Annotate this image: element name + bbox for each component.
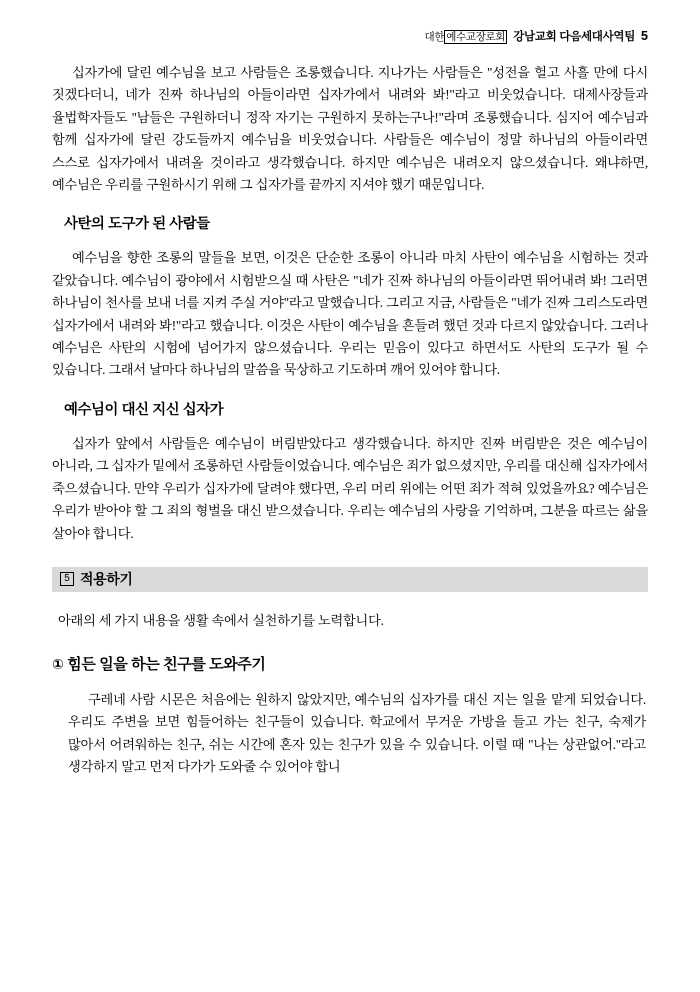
application-item-1-text: 구레네 사람 시몬은 처음에는 원하지 않았지만, 예수님의 십자가를 대신 지는 일을 맡게 되었습니다. 우리도 주변을 보면 힘들어하는 친구들이 있습니다. 학교에서 무거운 가방을 들고 가는 친구, 숙제가 많아서 어려워하는 친구, 쉬는 시간에 혼자 있는 친구가 있을 수 있습니다. 이럴 때 "나는 상관없어."라고 생각하지 말고 먼저 다가가 도와줄 수 있어야 합니 xyxy=(68,691,646,775)
denomination-mark: 예수교장로회 xyxy=(446,31,506,43)
denomination-label xyxy=(425,29,508,44)
paragraph-2: 예수님을 향한 조롱의 말들을 보면, 이것은 단순한 조롱이 아니라 마치 사탄이 예수님을 시험하는 것과 같았습니다. 예수님이 광야에서 시험받으실 때 사탄은 "네가 진짜 하나님의 아들이라면 뛰어내려 봐! 그러면 하나님이 천사를 보내 너를 지켜 주실 거야"라고 말했습니다. 그리고 지금, 사람들은 "네가 진짜 그리스도라면 십자가에서 내려와 봐!"라고 했습니다. 이것은 사탄이 예수님을 흔들려 했던 것과 다르지 않았습니다. 그러나 예수님은 사탄의 시험에 넘어가지 않으셨습니다. 우리는 믿음이 있다고 하면서도 사탄의 도구가 될 수 있습니다. 그래서 날마다 하나님의 말씀을 묵상하고 기도하며 깨어 있어야 합니다. xyxy=(52,250,648,378)
application-item-1-title xyxy=(52,654,648,676)
item-number-circle-1: ① xyxy=(52,656,64,673)
spacer xyxy=(52,592,648,610)
denomination-prefix: 대한 xyxy=(424,31,445,43)
paragraph-1: 십자가에 달린 예수님을 보고 사람들은 조롱했습니다. 지나가는 사람들은 "성전을 헐고 사흘 만에 다시 짓겠다더니, 네가 진짜 하나님의 아들이라면 십자가에서 내려와 봐!"라고 비웃었습니다. 대제사장들과 율법학자들도 "남들은 구원하더니 정작 자기는 구원하지 못하는구나!"라며 조롱했습니다. 심지어 예수님과 함께 십자가에 달린 강도들까지 예수님을 비웃었습니다. 사람들은 예수님이 정말 하나님의 아들이라면 스스로 십자가에서 내려올 것이라고 생각했습니다. 하지만 예수님은 내려오지 않으셨습니다. 왜냐하면, 예수님은 우리를 구원하시기 위해 그 십자가를 끝까지 지셔야 했기 때문입니다. xyxy=(52,65,648,193)
section-number: 5 xyxy=(60,572,74,586)
spacer xyxy=(52,676,648,689)
subheading-cross-instead: 예수님이 대신 지신 십자가 xyxy=(64,401,224,418)
spacer xyxy=(52,545,648,567)
spacer xyxy=(52,234,648,247)
paragraph-3: 십자가 앞에서 사람들은 예수님이 버림받았다고 생각했습니다. 하지만 진짜 버림받은 것은 예수님이 아니라, 그 십자가 밑에서 조롱하던 사람들이었습니다. 예수님은 죄가 없으셨지만, 우리를 대신해 십자가에서 죽으셨습니다. 만약 우리가 십자가에 달려야 했다면, 우리 머리 위에는 어떤 죄가 적혀 있었을까요? 예수님은 우리가 받아야 할 그 죄의 형벌을 대신 받으셨습니다. 우리는 예수님의 사랑을 기억하며, 그분을 따르는 삶을 살아야 합니다. xyxy=(52,435,648,541)
page-header xyxy=(52,28,648,48)
page-number: 5 xyxy=(641,29,648,43)
section-label: 적용하기 xyxy=(80,571,133,588)
spacer xyxy=(52,632,648,654)
section-header-application xyxy=(52,567,648,592)
section-lead-text: 아래의 세 가지 내용을 생활 속에서 실천하기를 노력합니다. xyxy=(58,612,384,628)
church-team-label: 강남교회 다음세대사역팀 xyxy=(513,31,636,43)
spacer xyxy=(52,382,648,400)
spacer xyxy=(52,196,648,214)
spacer xyxy=(52,420,648,433)
subheading-satan-tools: 사탄의 도구가 된 사람들 xyxy=(64,216,210,233)
item-1-label: 힘든 일을 하는 친구를 도와주기 xyxy=(67,655,266,673)
